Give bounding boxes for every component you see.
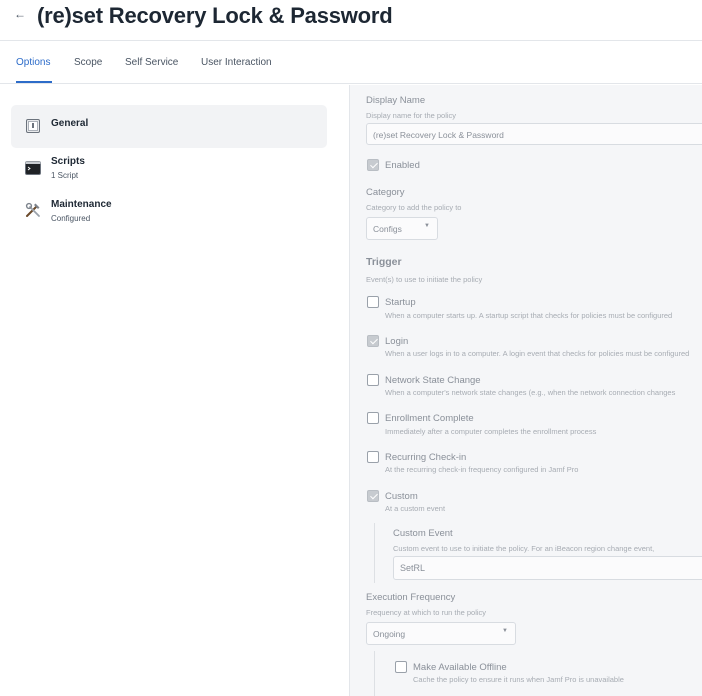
offline-indent-line [374, 651, 375, 696]
payload-sidebar [0, 85, 350, 696]
category-value: Configs [373, 224, 402, 234]
display-name-hint: Display name for the policy [366, 111, 457, 120]
custom-description: At a custom event [385, 504, 446, 513]
login-description: When a user logs in to a computer. A login event that checks for policies must be configured [385, 349, 690, 358]
network-state-change-label: Network State Change [385, 375, 481, 386]
startup-description: When a computer starts up. A startup script that checks for policies must be configured [385, 311, 673, 320]
sidebar-item-scripts[interactable] [11, 148, 327, 191]
page-header [0, 0, 702, 41]
chevron-down-icon: ▼ [424, 223, 430, 229]
active-tab-indicator [16, 81, 52, 83]
sidebar-item-label: Maintenance [51, 199, 112, 210]
general-icon [25, 118, 41, 134]
tab-bar [0, 41, 702, 84]
back-arrow-icon[interactable]: ← [14, 7, 26, 21]
login-checkbox[interactable] [367, 335, 379, 347]
sidebar-item-label: General [51, 118, 89, 129]
recurring-check-in-label: Recurring Check-in [385, 452, 467, 463]
make-available-offline-label: Make Available Offline [413, 662, 507, 673]
network-state-change-checkbox[interactable] [367, 374, 379, 386]
sidebar-item-label: Scripts [51, 156, 85, 167]
make-available-offline-description: Cache the policy to ensure it runs when Jamf Pro is unavailable [413, 675, 624, 684]
enabled-checkbox[interactable] [367, 159, 379, 171]
chevron-down-icon: ▼ [502, 628, 508, 634]
enabled-label: Enabled [385, 160, 420, 171]
startup-checkbox[interactable] [367, 296, 379, 308]
startup-label: Startup [385, 297, 416, 308]
recurring-check-in-checkbox[interactable] [367, 451, 379, 463]
display-name-label: Display Name [366, 95, 426, 106]
execution-frequency-label: Execution Frequency [366, 592, 456, 603]
network-state-change-description: When a computer's network state changes (e.g., when the network connection changes [385, 388, 676, 397]
custom-event-hint: Custom event to use to initiate the policy. For an iBeacon region change event, [393, 544, 655, 553]
execution-frequency-select[interactable] [366, 622, 516, 645]
display-name-field[interactable]: (re)set Recovery Lock & Password [366, 123, 702, 145]
enrollment-complete-checkbox[interactable] [367, 412, 379, 424]
trigger-hint: Event(s) to use to initiate the policy [366, 275, 483, 284]
sidebar-item-sublabel: 1 Script [51, 171, 79, 180]
sidebar-item-sublabel: Configured [51, 214, 91, 223]
category-label: Category [366, 187, 405, 198]
sidebar-item-general[interactable] [11, 105, 327, 148]
custom-checkbox[interactable] [367, 490, 379, 502]
execution-frequency-value: Ongoing [373, 629, 406, 639]
login-label: Login [385, 336, 409, 347]
custom-event-indent-line [374, 523, 375, 583]
tab-user-interaction[interactable]: User Interaction [201, 57, 272, 68]
custom-event-label: Custom Event [393, 528, 453, 539]
category-hint: Category to add the policy to [366, 203, 462, 212]
execution-frequency-hint: Frequency at which to run the policy [366, 608, 487, 617]
page-title: (re)set Recovery Lock & Password [37, 3, 393, 28]
make-available-offline-checkbox[interactable] [395, 661, 407, 673]
general-payload-form [350, 85, 702, 696]
enrollment-complete-label: Enrollment Complete [385, 413, 474, 424]
category-select[interactable] [366, 217, 438, 240]
tab-scope[interactable]: Scope [74, 57, 103, 68]
recurring-check-in-description: At the recurring check-in frequency configured in Jamf Pro [385, 465, 579, 474]
custom-label: Custom [385, 491, 418, 502]
tab-self-service[interactable]: Self Service [125, 57, 179, 68]
tools-icon [25, 202, 41, 218]
sidebar-item-maintenance[interactable] [11, 190, 327, 233]
custom-event-field[interactable]: SetRL [393, 556, 702, 580]
enrollment-complete-description: Immediately after a computer completes the enrollment process [385, 427, 597, 436]
trigger-heading: Trigger [366, 256, 402, 268]
terminal-icon [25, 160, 41, 176]
tab-options[interactable]: Options [16, 57, 51, 68]
